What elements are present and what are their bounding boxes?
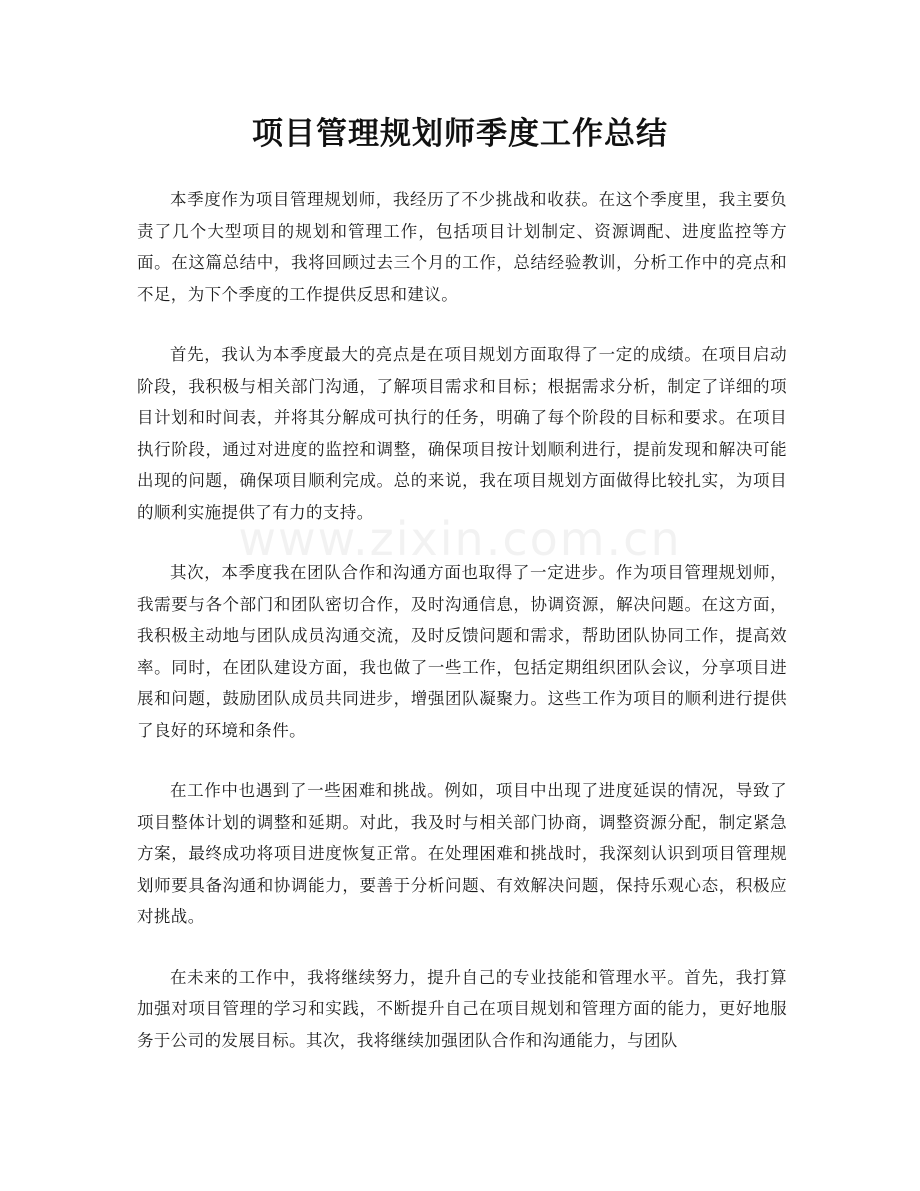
paragraph-2: 首先，我认为本季度最大的亮点是在项目规划方面取得了一定的成绩。在项目启动阶段，我积极与相关部门沟通，了解项目需求和目标；根据需求分析，制定了详细的项目计划和时间表，并将其分解成可执行的任务，明确了每个阶段的目标和要求。在项目执行阶段，通过对进度的监控和调整，确保项目按计划顺利进行，提前发现和解决可能出现的问题，确保项目顺利完成。总的来说，我在项目规划方面做得比较扎实，为项目的顺利实施提供了有力的支持。: [137, 345, 787, 522]
document-title: 项目管理规划师季度工作总结: [252, 116, 668, 152]
paragraph-3: 其次，本季度我在团队合作和沟通方面也取得了一定进步。作为项目管理规划师，我需要与各个部门和团队密切合作，及时沟通信息，协调资源，解决问题。在这方面，我积极主动地与团队成员沟通交流，及时反馈问题和需求，帮助团队协同工作，提高效率。同时，在团队建设方面，我也做了一些工作，包括定期组织团队会议，分享项目进展和问题，鼓励团队成员共同进步，增强团队凝聚力。这些工作为项目的顺利进行提供了良好的环境和条件。: [137, 563, 787, 740]
document-body: [137, 184, 787, 1085]
paragraph-1: 本季度作为项目管理规划师，我经历了不少挑战和收获。在这个季度里，我主要负责了几个大型项目的规划和管理工作，包括项目计划制定、资源调配、进度监控等方面。在这篇总结中，我将回顾过去三个月的工作，总结经验教训，分析工作中的亮点和不足，为下个季度的工作提供反思和建议。: [137, 190, 787, 304]
watermark: www.zixin.com.cn: [238, 512, 682, 566]
paragraph-4: 在工作中也遇到了一些困难和挑战。例如，项目中出现了进度延误的情况，导致了项目整体计划的调整和延期。对此，我及时与相关部门协商，调整资源分配，制定紧急方案，最终成功将项目进度恢复正常。在处理困难和挑战时，我深刻认识到项目管理规划师要具备沟通和协调能力，要善于分析问题、有效解决问题，保持乐观心态，积极应对挑战。: [137, 781, 787, 926]
paragraph-5: 在未来的工作中，我将继续努力，提升自己的专业技能和管理水平。首先，我打算加强对项目管理的学习和实践，不断提升自己在项目规划和管理方面的能力，更好地服务于公司的发展目标。其次，我将继续加强团队合作和沟通能力，与团队: [137, 967, 787, 1050]
